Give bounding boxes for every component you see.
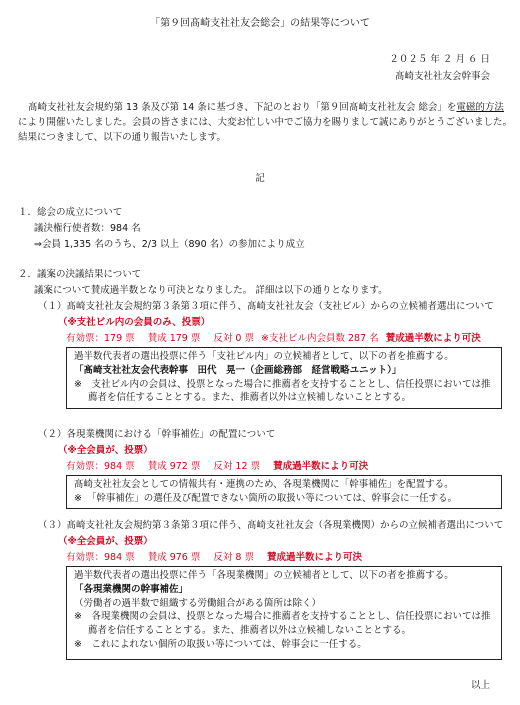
- intro-line-1: 髙崎支社社友会規約第 13 条及び第 14 条に基づき、下記のとおり「第９回髙崎支社社友会 総会」を: [28, 102, 457, 113]
- document-issuer: 髙崎支社社友会幹事会: [394, 71, 490, 82]
- item3-box-note1: ※ 各現業機関の会員は、投票となった場合に推薦者を支持することとし、信任投票においては推薦者を信任することとする。また、推薦者以外は立候補しないこととする。: [74, 611, 491, 637]
- document-title: 「第９回髙崎支社社友会総会」の結果等について: [150, 18, 370, 29]
- item1-box-note: ※ 支社ビル内の会員は、投票となった場合に推薦者を支持することとし、信任投票においては推薦者を信任することとする。また、推薦者以外は立候補しないこととする。: [74, 378, 491, 404]
- item1-verdict: 賛成過半数により可決: [385, 333, 481, 344]
- item3-box-note2: ※ これによれない個所の取扱い等については、幹事会に一任する。: [74, 638, 367, 650]
- intro-paragraph: [18, 100, 513, 146]
- item3-result: [66, 551, 362, 565]
- item3-box-nominee: 「各現業機関の幹事補佐」: [74, 583, 189, 595]
- item1-title: （１）髙崎支社社友会規約第３条第３項に伴う、髙崎支社社友会（支社ビル）からの立候補者選出について: [38, 301, 494, 312]
- item3-yes: 賛成 976 票: [147, 552, 201, 563]
- item2-result: [66, 460, 368, 474]
- item1-box-line1: 過半数代表者の選出投票に伴う「支社ビル内」の立候補者として、以下の者を推薦する。: [74, 351, 454, 362]
- item1-yes: 賛成 179 票: [147, 333, 201, 344]
- item1-box: [66, 347, 502, 409]
- ki-heading: 記: [255, 173, 265, 184]
- item2-scope: （※全会員が、投票）: [58, 445, 153, 456]
- document-date: ２０２５ 年 ２ 月 ６ 日: [389, 54, 490, 65]
- closing-text: 以上: [470, 680, 490, 691]
- item2-valid: 有効票：984 票: [66, 461, 135, 472]
- item2-verdict: 賛成過半数により可決: [273, 461, 369, 472]
- item2-no: 反対 12 票: [213, 461, 261, 472]
- item1-scope: （※支社ビル内の会員のみ、投票）: [58, 317, 211, 328]
- item1-note: ※支社ビル内会員数 287 名: [261, 333, 379, 344]
- section2-summary: 議案について賛成過半数となり可決となりました。 詳細は以下の通りとなります。: [34, 285, 388, 296]
- item3-box: [66, 566, 502, 660]
- item3-box-sub: （労働者の過半数で組織する労働組合がある箇所は除く）: [74, 597, 322, 609]
- section1-line1: 議決権行使者数：984 名: [34, 223, 141, 234]
- item1-box-nominee: 「髙崎支社社友会代表幹事 田代 晃一（企画総務部 経営戦略ユニット）」: [74, 364, 402, 376]
- item2-box-note: ※ 「幹事補佐」の選任及び配置できない箇所の取扱い等については、幹事会に一任する。: [74, 492, 458, 504]
- intro-underlined-method: 電磁的方法: [456, 102, 504, 113]
- item2-box: [66, 475, 502, 509]
- section1-heading: １．総会の成立について: [18, 207, 123, 218]
- item2-box-line1: 髙崎支社社友会としての情報共有・連携のため、各現業機関に「幹事補佐」を配置する。: [74, 479, 454, 490]
- item3-title: （３）髙崎支社社友会規約第３条第３項に伴う、髙崎支社社友会（各現業機関）からの立候補者選出について: [38, 520, 504, 531]
- item1-valid: 有効票：179 票: [66, 333, 135, 344]
- item3-scope: （※全会員が、投票）: [58, 536, 153, 547]
- item1-result: [66, 332, 481, 346]
- item2-title: （２）各現業機関における「幹事補佐」の配置について: [38, 429, 276, 440]
- item3-verdict: 賛成過半数により可決: [267, 552, 363, 563]
- item2-yes: 賛成 972 票: [147, 461, 201, 472]
- item3-valid: 有効票：984 票: [66, 552, 135, 563]
- intro-line-3: 結果につきまして、以下の通り報告いたします。: [18, 132, 226, 144]
- section2-heading: ２．議案の決議結果について: [18, 269, 142, 280]
- item1-no: 反対 0 票: [213, 333, 254, 344]
- intro-line-2: により開催いたしました。会員の皆さまには、大変お忙しい中でご協力を賜りまして誠にありがとうございました。: [18, 117, 513, 129]
- section1-line2: ⇒会員 1,335 名のうち、2/3 以上（890 名）の参加により成立: [34, 239, 305, 250]
- item3-box-line1: 過半数代表者の選出投票に伴う「各現業機関」の立候補者として、以下の者を推薦する。: [74, 570, 454, 581]
- item3-no: 反対 8 票: [213, 552, 254, 563]
